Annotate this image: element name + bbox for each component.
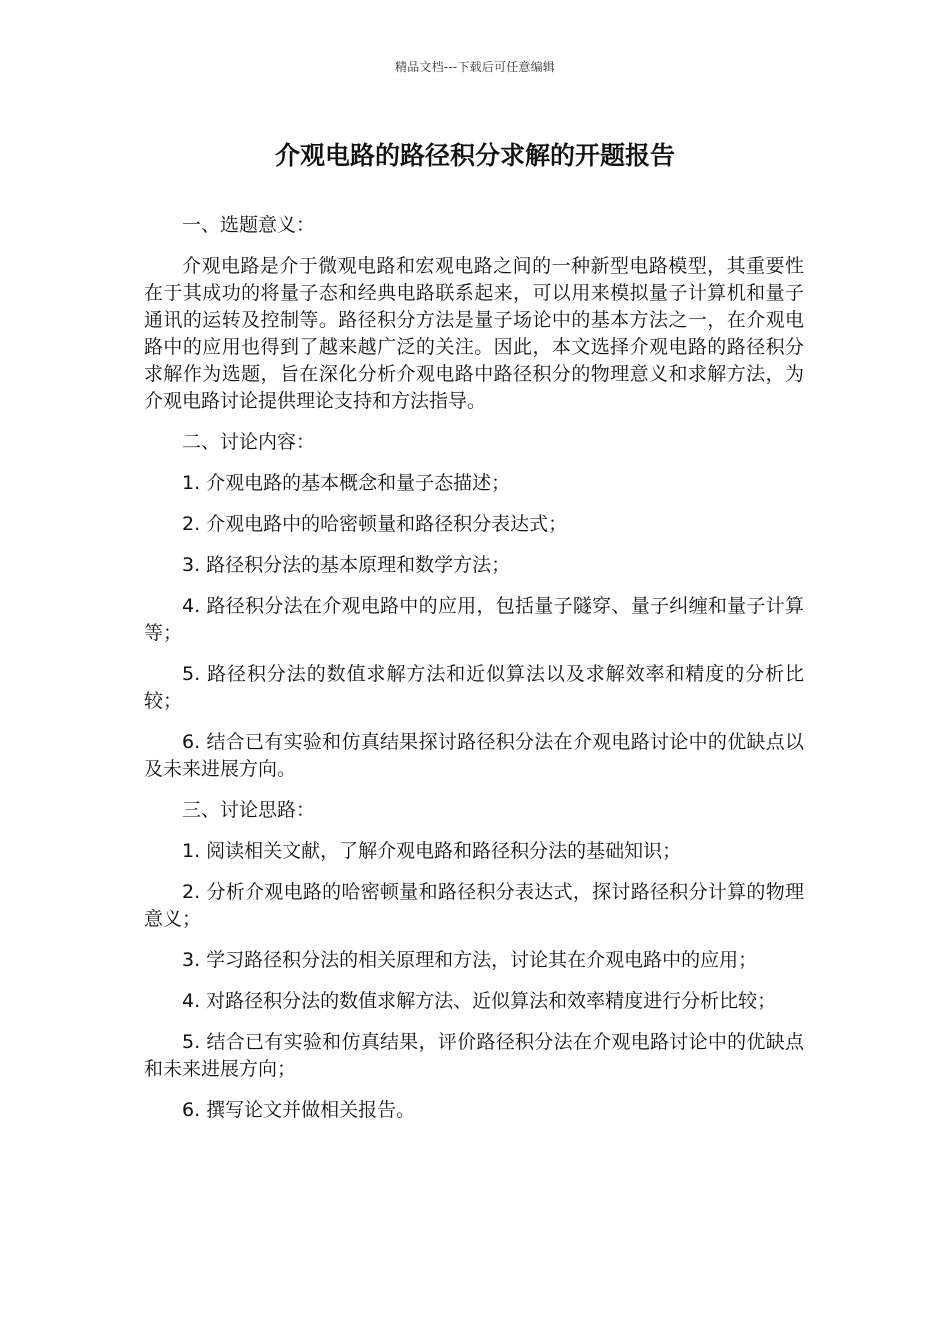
section-heading-content: 二、讨论内容： (182, 431, 316, 453)
content-item-3: 3. 路径积分法的基本原理和数学方法； (182, 554, 511, 576)
approach-item-2: 2. 分析介观电路的哈密顿量和路径积分表达式，探讨路径积分计算的物理意义； (144, 881, 804, 930)
section-heading-significance: 一、选题意义： (182, 214, 316, 236)
content-item-4: 4. 路径积分法在介观电路中的应用，包括量子隧穿、量子纠缠和量子计算等； (144, 595, 804, 644)
approach-item-1: 1. 阅读相关文献，了解介观电路和路径积分法的基础知识； (182, 840, 682, 862)
content-item-5: 5. 路径积分法的数值求解方法和近似算法以及求解效率和精度的分析比较； (144, 663, 804, 712)
approach-item-3: 3. 学习路径积分法的相关原理和方法，讨论其在介观电路中的应用； (182, 949, 758, 971)
approach-item-5: 5. 结合已有实验和仿真结果，评价路径积分法在介观电路讨论中的优缺点和未来进展方向； (144, 1031, 804, 1080)
document-body (144, 212, 804, 1138)
section-heading-approach: 三、讨论思路： (182, 799, 316, 821)
approach-item-6: 6. 撰写论文并做相关报告。 (182, 1099, 416, 1121)
significance-paragraph: 介观电路是介于微观电路和宏观电路之间的一种新型电路模型，其重要性在于其成功的将量子态和经典电路联系起来，可以用来模拟量子计算机和量子通讯的运转及控制等。路径积分方法是量子场论中的基本方法之一，在介观电路中的应用也得到了越来越广泛的关注。因此，本文选择介观电路的路径积分求解作为选题，旨在深化分析介观电路中路径积分的物理意义和求解方法，为介观电路讨论提供理论支持和方法指导。 (144, 255, 804, 412)
content-item-2: 2. 介观电路中的哈密顿量和路径积分表达式； (182, 513, 568, 535)
document-title: 介观电路的路径积分求解的开题报告 (274, 141, 675, 170)
content-item-6: 6. 结合已有实验和仿真结果探讨路径积分法在介观电路讨论中的优缺点以及未来进展方向。 (144, 731, 804, 780)
page-header-note: 精品文档---下载后可任意编辑 (395, 60, 555, 74)
content-item-1: 1. 介观电路的基本概念和量子态描述； (182, 472, 511, 494)
approach-item-4: 4. 对路径积分法的数值求解方法、近似算法和效率精度进行分析比较； (182, 990, 777, 1012)
